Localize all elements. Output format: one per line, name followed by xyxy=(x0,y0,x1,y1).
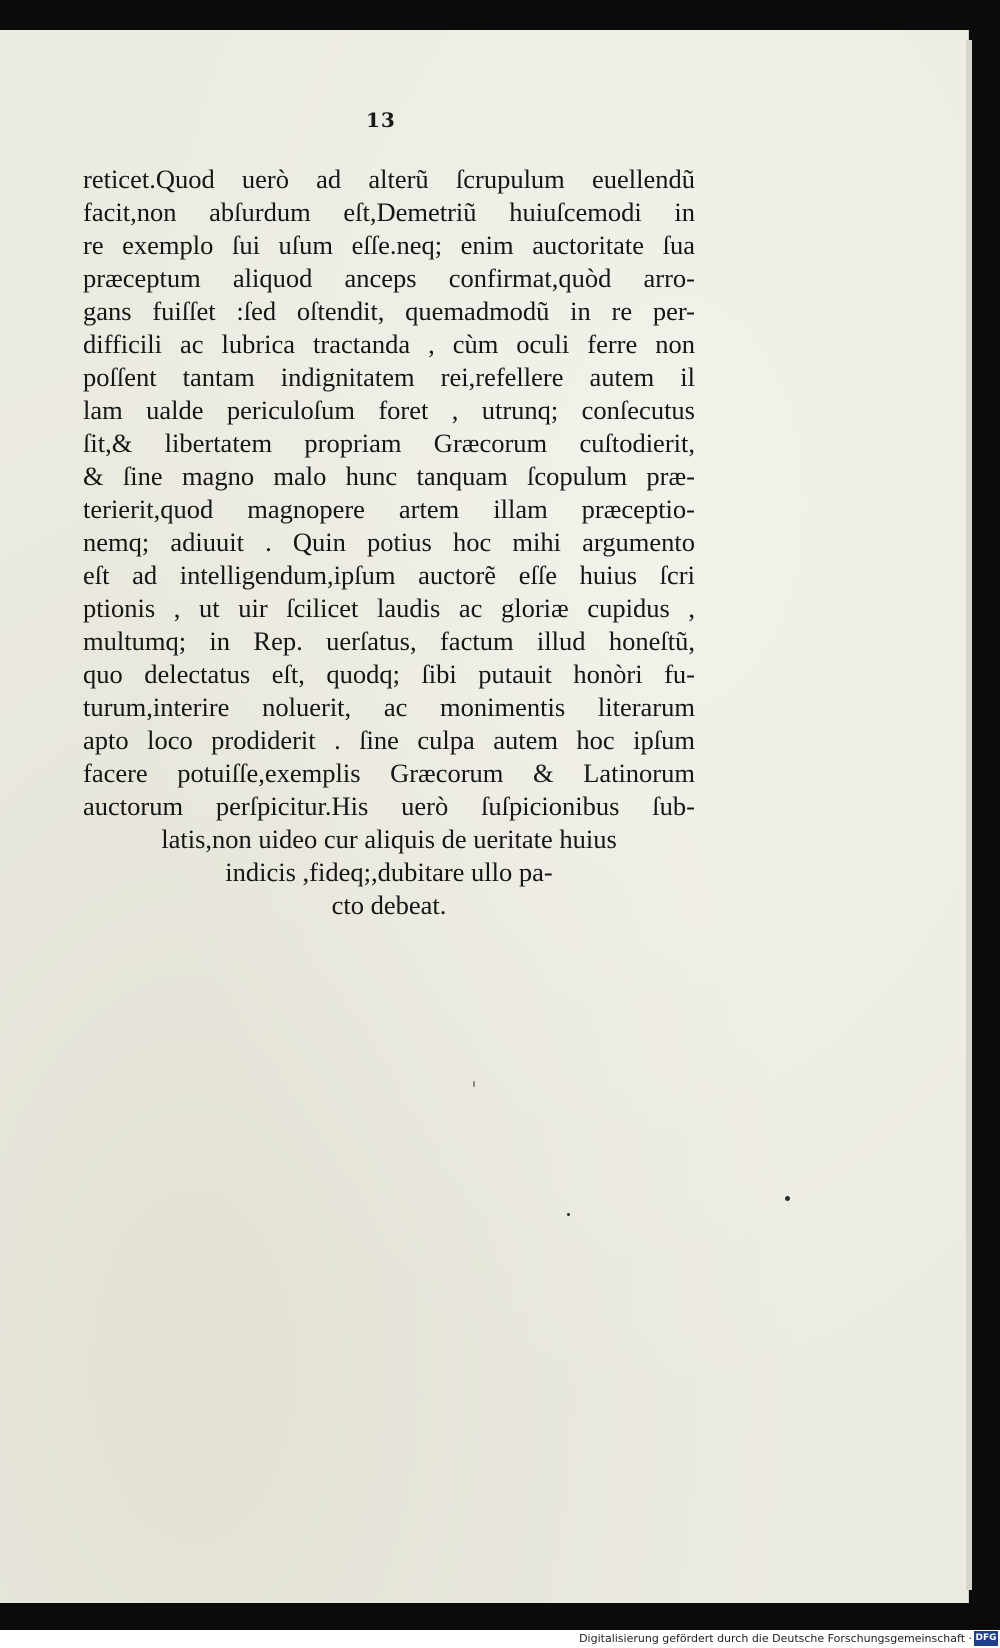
text-line: re exemplo ſui uſum eſſe.neq; enim auctoritate ſua xyxy=(83,230,695,260)
text-line: præceptum aliquod anceps confirmat,quòd arro- xyxy=(83,263,695,293)
text-line: difficili ac lubrica tractanda , cùm oculi ferre non xyxy=(83,329,695,359)
text-line: nemq; adiuuit . Quin potius hoc mihi argumento xyxy=(83,527,695,557)
text-line: ptionis , ut uir ſcilicet laudis ac gloriæ cupidus , xyxy=(83,593,695,623)
text-line: terierit,quod magnopere artem illam præceptio- xyxy=(83,494,695,524)
dfg-logo: DFG xyxy=(974,1631,998,1646)
text-line: poſſent tantam indignitatem rei,refellere autem il xyxy=(83,362,695,392)
text-line: eſt ad intelligendum,ipſum auctorẽ eſſe huius ſcri xyxy=(83,560,695,590)
body-text xyxy=(83,163,695,922)
ink-spot xyxy=(567,1213,570,1216)
text-line-tail: indicis ,fideq;,dubitare ullo pa- xyxy=(225,857,553,887)
text-line: facere potuiſſe,exemplis Græcorum & Latinorum xyxy=(83,758,695,788)
text-line: ſit,& libertatem propriam Græcorum cuſtodierit, xyxy=(83,428,695,458)
text-line: turum,interire noluerit, ac monimentis literarum xyxy=(83,692,695,722)
text-line: gans fuiſſet :ſed oſtendit, quemadmodũ in re per- xyxy=(83,296,695,326)
ink-spot xyxy=(785,1196,790,1201)
text-line-tail: latis,non uideo cur aliquis de ueritate huius xyxy=(161,824,617,854)
text-line: & ſine magno malo hunc tanquam ſcopulum præ- xyxy=(83,461,695,491)
digitization-credit: Digitalisierung gefördert durch die Deutsche Forschungsgemeinschaft · xyxy=(579,1632,972,1645)
text-line: quo delectatus eſt, quodq; ſibi putauit honòri fu- xyxy=(83,659,695,689)
text-line: facit,non abſurdum eſt,Demetriũ huiuſcemodi in xyxy=(83,197,695,227)
ink-spot xyxy=(473,1081,475,1087)
text-line: reticet.Quod uerò ad alterũ ſcrupulum euellendũ xyxy=(83,164,695,194)
text-line: apto loco prodiderit . ſine culpa autem hoc ipſum xyxy=(83,725,695,755)
text-line-tail: cto debeat. xyxy=(331,890,447,920)
text-line: auctorum perſpicitur.His uerò ſuſpicionibus ſub- xyxy=(83,791,695,821)
text-line: lam ualde periculoſum foret , utrunq; conſecutus xyxy=(83,395,695,425)
page-number: 13 xyxy=(366,108,396,132)
page-edge xyxy=(966,40,972,1590)
text-line: multumq; in Rep. uerſatus, factum illud honeſtũ, xyxy=(83,626,695,656)
